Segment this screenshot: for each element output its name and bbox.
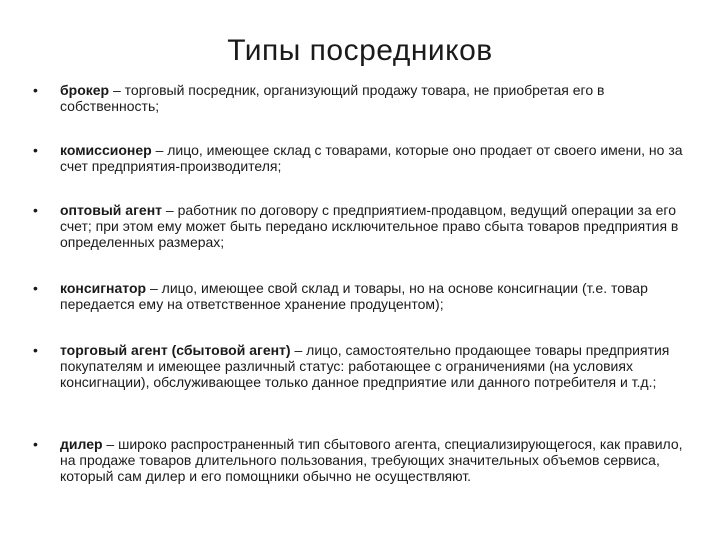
term-sales-agent: торговый агент (сбытовой агент) — [60, 342, 291, 358]
bullet-icon: • — [33, 342, 38, 358]
slide-title: Типы посредников — [227, 34, 493, 67]
term-dealer: дилер — [60, 436, 103, 452]
definition-commission-agent: – лицо, имеющее склад с товарами, которые оно продает от своего имени, но за счет предприятия-производителя; — [60, 142, 683, 174]
definition-sales-agent: – лицо, самостоятельно продающее товары предприятия покупателям и имеющее различный статус: работающее с ограничениями (на условиях консигнации), обслуживающее только данное предприятие или данного потребителя и т.д.; — [60, 342, 670, 390]
definition-wholesale-agent: – работник по договору с предприятием-продавцом, ведущий операции за его счет; при этом ему может быть передано исключительное право сбыта товаров предприятия в определенных размерах; — [60, 202, 679, 250]
list-item-text — [60, 436, 692, 484]
bullet-icon: • — [33, 142, 38, 158]
definition-broker: – торговый посредник, организующий продажу товара, не приобретая его в собственность; — [60, 82, 605, 114]
definition-dealer: – широко распространенный тип сбытового агента, специализирующегося, как правило, на продаже товаров длительного пользования, требующих значительных объемов сервиса, который сам дилер и его помощники обычно не осуществляют. — [60, 436, 683, 484]
term-broker: брокер — [60, 82, 110, 98]
list-item-text — [60, 82, 692, 114]
term-consignee: консигнатор — [60, 280, 147, 296]
term-wholesale-agent: оптовый агент — [60, 202, 163, 218]
definition-consignee: – лицо, имеющее свой склад и товары, но на основе консигнации (т.е. товар передается ему на ответственное хранение продуцентом); — [60, 280, 648, 312]
bullet-icon: • — [33, 82, 38, 98]
bullet-icon: • — [33, 280, 38, 296]
list-item-text — [60, 142, 692, 174]
term-commission-agent: комиссионер — [60, 142, 152, 158]
list-item-text — [60, 202, 692, 250]
list-item-text — [60, 342, 692, 390]
bullet-icon: • — [33, 436, 38, 452]
list-item-text — [60, 280, 692, 312]
bullet-icon: • — [33, 202, 38, 218]
